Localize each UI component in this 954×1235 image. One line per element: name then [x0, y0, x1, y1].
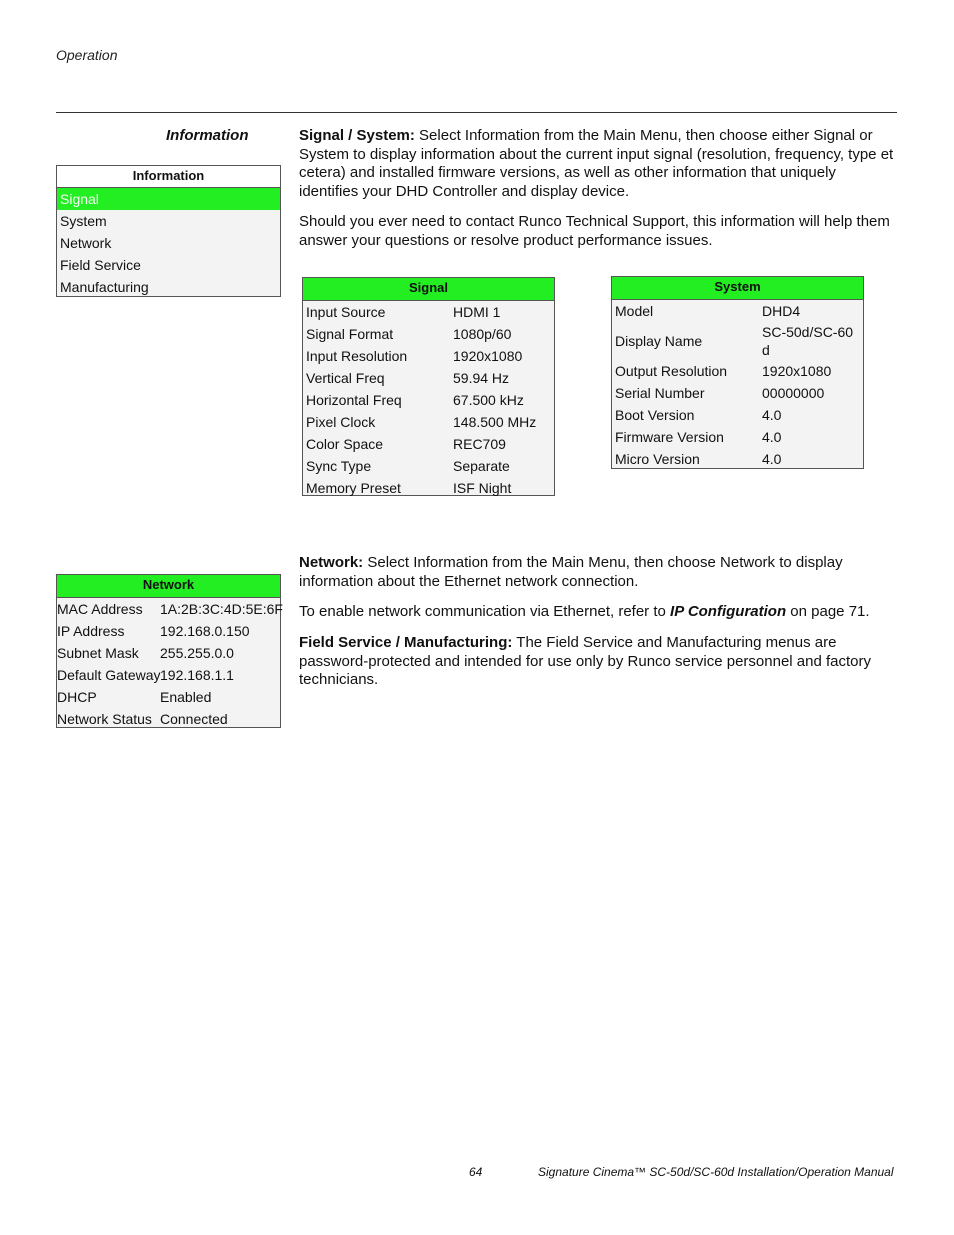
signal-row-value: 1920x1080: [453, 348, 523, 364]
system-row-value: 4.0: [762, 407, 782, 423]
system-row: [612, 360, 863, 382]
signal-row-label: Input Resolution: [306, 348, 408, 364]
network-row: [57, 598, 283, 620]
network-row-label: Network Status: [57, 711, 152, 727]
signal-row: [303, 389, 554, 411]
signal-row-label: Color Space: [306, 436, 384, 452]
network-row-label: Subnet Mask: [57, 645, 139, 661]
signal-table: [302, 277, 555, 496]
signal-row: [303, 411, 554, 433]
system-row-label: Boot Version: [615, 407, 695, 423]
network-row: [57, 708, 280, 730]
network-row-label: Default Gateway: [57, 667, 161, 683]
system-row-value: 00000000: [762, 385, 825, 401]
signal-row: [303, 477, 554, 499]
network-paragraph: [299, 554, 899, 591]
signal-system-lead: Signal / System:: [299, 127, 415, 144]
signal-row-value: 1080p/60: [453, 326, 512, 342]
signal-row-label: Input Source: [306, 304, 386, 320]
network-text: Select Information from the Main Menu, then choose Network to display information about the Ethernet network connection.: [299, 554, 843, 590]
system-row: [612, 382, 863, 404]
enable-text-a: To enable network communication via Ethernet, refer to: [299, 603, 671, 620]
signal-row-value: 59.94 Hz: [453, 370, 510, 386]
signal-row-value: 67.500 kHz: [453, 392, 524, 408]
signal-row-value: REC709: [453, 436, 506, 452]
system-row: [612, 300, 863, 322]
signal-row-label: Vertical Freq: [306, 370, 385, 386]
menu-item-manufacturing[interactable]: Manufacturing: [60, 279, 149, 295]
signal-row-label: Memory Preset: [306, 480, 401, 496]
signal-row: [303, 455, 554, 477]
enable-text-b: on page 71.: [786, 603, 870, 620]
network-row-value: 192.168.0.150: [160, 623, 250, 639]
signal-row: [303, 433, 554, 455]
signal-row-value: HDMI 1: [453, 304, 501, 320]
network-row-label: MAC Address: [57, 601, 143, 617]
ip-configuration-link[interactable]: IP Configuration: [670, 603, 787, 620]
system-row-label: Display Name: [615, 333, 703, 349]
signal-system-text: Select Information from the Main Menu, then choose either Signal or System to display information about the current input signal (resolution, frequency, type et cetera) and installed firmware versions, as well as other information that uniquely identifies your DHD Controller and display device.: [299, 127, 894, 200]
signal-system-paragraph: [299, 127, 899, 201]
running-header: Operation: [56, 47, 118, 63]
field-service-lead: Field Service / Manufacturing:: [299, 634, 513, 651]
system-table-title: System: [612, 277, 863, 300]
signal-row-value: ISF Night: [453, 480, 512, 496]
network-row: [57, 664, 280, 686]
network-row: [57, 642, 280, 664]
signal-row-label: Pixel Clock: [306, 414, 376, 430]
network-table-title: Network: [57, 575, 280, 598]
signal-row-value: 148.500 MHz: [453, 414, 537, 430]
system-row-value: 4.0: [762, 451, 782, 467]
manual-title: Signature Cinema™ SC-50d/SC-60d Installation/Operation Manual: [538, 1165, 894, 1179]
page-number: 64: [469, 1165, 483, 1179]
system-row: [612, 448, 863, 470]
system-row: [612, 322, 863, 360]
signal-row: [303, 301, 554, 323]
network-lead: Network:: [299, 554, 364, 571]
system-row-value: 1920x1080: [762, 363, 832, 379]
support-paragraph: Should you ever need to contact Runco Technical Support, this information will help them answer your questions or resolve product performance issues.: [299, 213, 890, 249]
network-row-label: IP Address: [57, 623, 125, 639]
signal-row-label: Horizontal Freq: [306, 392, 402, 408]
system-row: [612, 404, 863, 426]
menu-item-field-service[interactable]: Field Service: [60, 257, 141, 273]
system-row: [612, 426, 863, 448]
information-menu-title: Information: [57, 166, 280, 188]
information-menu: [56, 165, 281, 297]
system-row-value: SC-50d/SC-60d: [762, 324, 854, 358]
system-row-value: DHD4: [762, 303, 801, 319]
menu-item-network[interactable]: Network: [60, 235, 112, 251]
network-row: [57, 686, 280, 708]
signal-row: [303, 323, 554, 345]
network-row-value: Enabled: [160, 689, 212, 705]
side-heading: Information: [166, 127, 249, 144]
network-row-value: 192.168.1.1: [160, 667, 234, 683]
signal-row: [303, 345, 554, 367]
network-row-value: 255.255.0.0: [160, 645, 234, 661]
system-row-value: 4.0: [762, 429, 782, 445]
menu-item-system[interactable]: System: [60, 213, 107, 229]
signal-row-label: Sync Type: [306, 458, 372, 474]
system-row-label: Serial Number: [615, 385, 705, 401]
network-row-label: DHCP: [57, 689, 97, 705]
signal-table-title: Signal: [303, 278, 554, 301]
signal-row-value: Separate: [453, 458, 510, 474]
system-row-label: Model: [615, 303, 654, 319]
system-row-label: Output Resolution: [615, 363, 728, 379]
signal-row: [303, 367, 554, 389]
network-row-value: Connected: [160, 711, 228, 727]
network-row: [57, 620, 280, 642]
system-row-label: Micro Version: [615, 451, 700, 467]
menu-item-signal[interactable]: Signal: [57, 188, 280, 210]
system-row-label: Firmware Version: [615, 429, 724, 445]
field-service-text: The Field Service and Manufacturing menus are password-protected and intended for use only by Runco service personnel and factory technicians.: [299, 634, 871, 688]
header-rule: [56, 112, 897, 113]
enable-paragraph: [299, 603, 899, 622]
field-service-paragraph: [299, 634, 899, 690]
network-row-value: 1A:2B:3C:4D:5E:6F: [160, 601, 283, 617]
signal-row-label: Signal Format: [306, 326, 394, 342]
network-table: [56, 574, 281, 728]
system-table: [611, 276, 864, 469]
